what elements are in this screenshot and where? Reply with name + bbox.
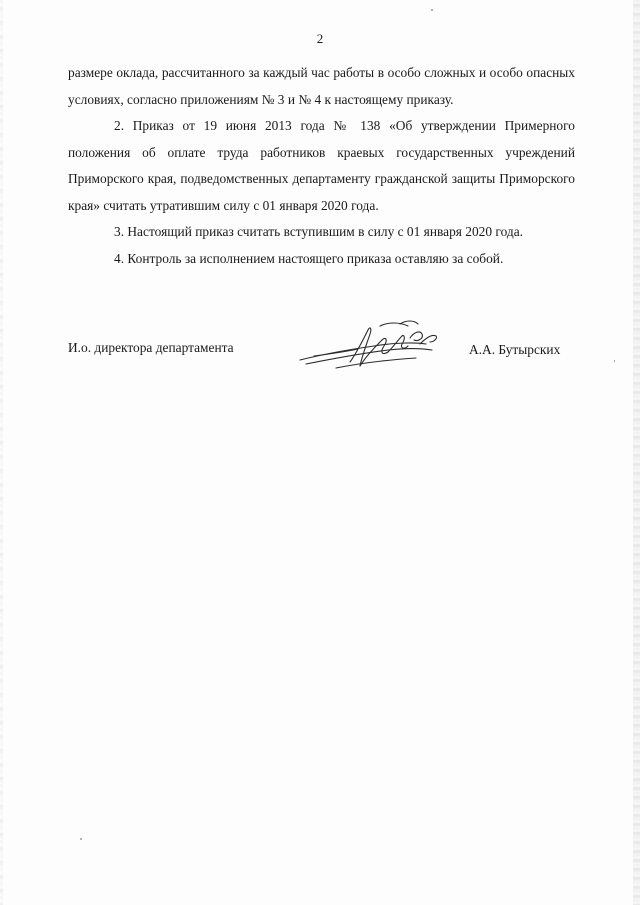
scan-edge-left bbox=[0, 0, 3, 905]
signatory-position: И.о. директора департамента bbox=[68, 340, 234, 355]
page-number: 2 bbox=[316, 31, 324, 46]
signatory-name: А.А. Бутырских bbox=[469, 342, 561, 357]
paragraph-continuation: размере оклада, рассчитанного за каждый час работы в особо сложных и особо опасных условиях, согласно приложениям № 3 и № 4 к настоящему приказу. bbox=[68, 65, 575, 107]
scan-edge-right bbox=[633, 0, 640, 905]
paragraph-item-3: 3. Настоящий приказ считать вступившим в силу с 01 января 2020 года. bbox=[114, 224, 523, 239]
paragraph-item-2: 2. Приказ от 19 июня 2013 года № 138 «Об утверждении Примерного положения об оплате труда работников краевых государственных учреждений Приморского края, подведомственных департаменту гражданской защиты Приморского края» считать утратившим силу с 01 января 2020 года. bbox=[68, 118, 575, 213]
paragraph-item-4: 4. Контроль за исполнением настоящего приказа оставляю за собой. bbox=[114, 250, 504, 266]
scan-speck bbox=[614, 360, 615, 362]
scan-speck bbox=[80, 838, 82, 840]
handwritten-signature bbox=[296, 316, 452, 376]
scan-speck bbox=[431, 9, 433, 11]
document-body bbox=[68, 60, 575, 272]
